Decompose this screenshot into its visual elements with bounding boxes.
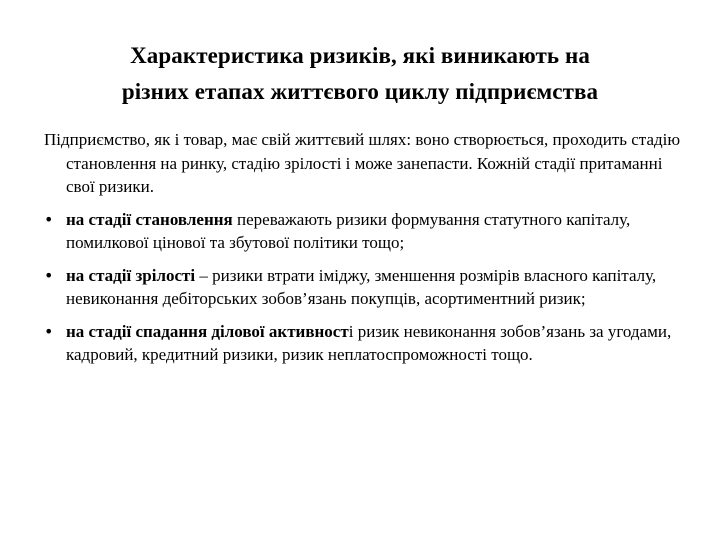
title-line-1: Характеристика ризиків, які виникають на bbox=[130, 43, 590, 68]
stage-label: на стадії зрілості bbox=[66, 265, 196, 285]
slide-title bbox=[40, 38, 680, 110]
bullet-icon: • bbox=[44, 209, 54, 229]
list-item-formation-stage bbox=[44, 208, 684, 255]
title-line-2: різних етапах життєвого циклу підприємства bbox=[121, 79, 599, 104]
stage-label: на стадії спадання ділової активност bbox=[66, 321, 349, 341]
stage-description: – ризики втрати іміджу, зменшення розмірів власного капіталу, невиконання дебіторських зобов’язань покупців, асортиментний ризик; bbox=[66, 265, 657, 308]
stage-description: переважають ризики формування статутного капіталу, помилкової цінової та збутової політики тощо; bbox=[66, 209, 631, 252]
intro-paragraph: Підприємство, як і товар, має свій життєвий шлях: воно створюється, проходить стадію становлення на ринку, стадію зрілості і може занепасти. Кожній стадії притаманні свої ризики. bbox=[44, 130, 681, 196]
list-item-decline-stage bbox=[44, 320, 684, 367]
stage-description: і ризик невиконання зобов’язань за угодами, кадровий, кредитний ризики, ризик неплатоспроможності тощо. bbox=[66, 321, 672, 364]
slide-body bbox=[44, 128, 684, 367]
bullet-icon: • bbox=[44, 321, 54, 341]
bullet-icon: • bbox=[44, 265, 54, 285]
list-item-maturity-stage bbox=[44, 264, 684, 311]
stage-label: на стадії становлення bbox=[66, 209, 233, 229]
